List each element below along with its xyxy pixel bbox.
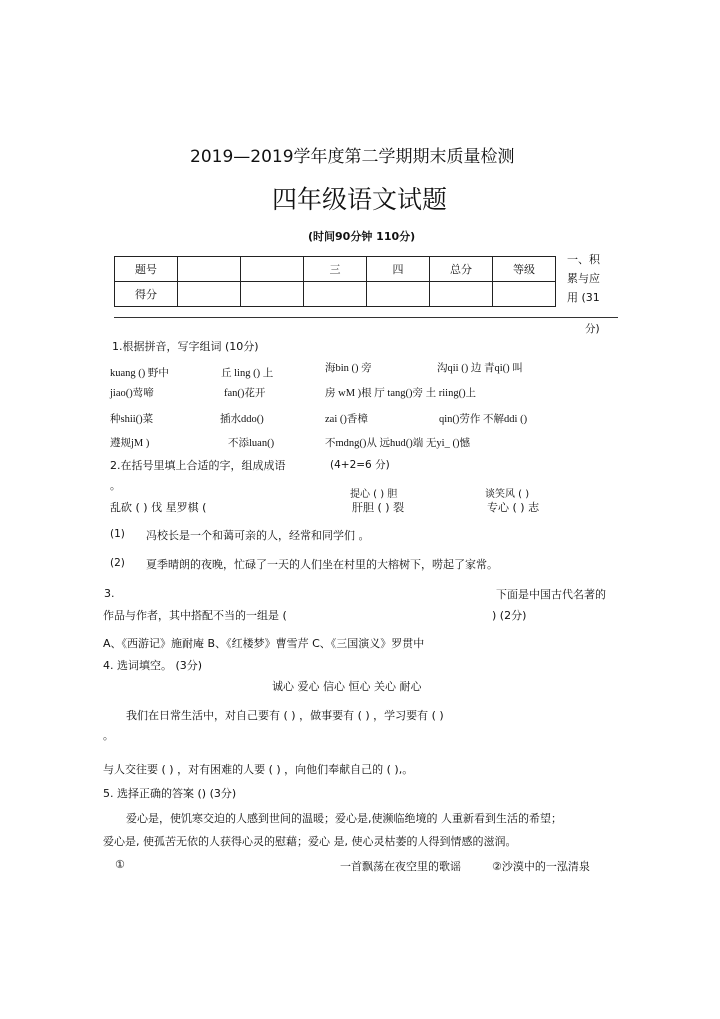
q5-paragraph: 爱心是, 使孤苦无依的人获得心灵的慰藉；爱心 是, 使心灵枯萎的人得到情感的滋润。	[103, 835, 517, 848]
q3-number: 3.	[104, 587, 115, 600]
q3-text: 下面是中国古代名著的	[496, 588, 606, 601]
pinyin-item: 插水ddo()	[220, 414, 264, 425]
q3-options: A、《西游记》施耐庵 B、《红楼梦》曹雪芹 C、《三国演义》罗贯中	[103, 637, 425, 650]
q5-option: ②沙漠中的一泓清泉	[492, 860, 590, 873]
idiom-item: 提心 ( ) 胆	[350, 489, 398, 500]
score-table	[114, 256, 556, 307]
table-cell: 得分	[115, 282, 178, 307]
table-cell: 四	[367, 257, 430, 282]
pinyin-item: jiao()莺啼	[110, 388, 154, 399]
pinyin-item: 不mdng()从 远hud()端 无yi_ ()憾	[325, 438, 470, 449]
time-note: (时间90分钟 110分)	[308, 230, 416, 243]
sentence-text: 冯校长是一个和蔼可亲的人，经常和同学们 。	[146, 529, 370, 542]
section-heading-line: 累与应	[567, 272, 600, 285]
sentence-number: (2)	[110, 557, 125, 569]
pinyin-item: 海bin () 旁	[325, 363, 372, 374]
table-cell: 总分	[430, 257, 493, 282]
q4-word-bank: 诚心 爱心 信心 恒心 关心 耐心	[272, 680, 422, 693]
q5-paragraph: 爱心是，使饥寒交迫的人感到世间的温暖；爱心是,使濒临绝境的 人重新看到生活的希望；	[126, 812, 562, 825]
q4-title: 4. 选词填空。 (3分)	[103, 659, 203, 672]
score-table-row-header	[115, 257, 556, 282]
table-cell	[178, 257, 241, 282]
table-cell[interactable]	[493, 282, 556, 307]
table-cell: 三	[304, 257, 367, 282]
score-table-row-score	[115, 282, 556, 307]
section-heading-line: 一、积	[567, 253, 600, 266]
section-heading-line: 分)	[585, 323, 600, 335]
q5-title: 5. 选择正确的答案 () (3分)	[103, 787, 237, 800]
q1-title: 1.根据拼音，写字组词 (10分)	[112, 340, 259, 353]
q4-line: 我们在日常生活中，对自己要有 ( ) ，做事要有 ( ) ，学习要有 ( )	[126, 709, 444, 722]
q4-dot: 。	[103, 730, 114, 742]
sentence-text: 夏季晴朗的夜晚，忙碌了一天的人们坐在村里的大榕树下，唠起了家常。	[146, 558, 498, 571]
exam-title: 2019—2019学年度第二学期期末质量检测	[190, 147, 515, 167]
q3-text: ) (2分)	[492, 609, 527, 622]
pinyin-item: fan()花开	[224, 388, 266, 399]
table-cell: 等级	[493, 257, 556, 282]
idiom-item: 乱砍 ( ) 伐 星罗棋 (	[110, 501, 207, 514]
pinyin-item: qin()劳作 不解ddi ()	[439, 414, 528, 425]
pinyin-item: 丘 ling () 上	[221, 368, 274, 379]
pinyin-item: 种shii()菜	[110, 414, 154, 425]
table-cell[interactable]	[178, 282, 241, 307]
table-cell[interactable]	[367, 282, 430, 307]
section-heading-line: 用 (31	[567, 291, 600, 304]
q2-points: (4+2=6 分)	[330, 459, 390, 471]
idiom-item: 谈笑风 ( )	[485, 489, 530, 500]
pinyin-item: 遵规jM )	[110, 438, 150, 449]
table-cell[interactable]	[304, 282, 367, 307]
table-cell	[241, 257, 304, 282]
table-cell[interactable]	[430, 282, 493, 307]
idiom-item: 专心 ( ) 志	[487, 501, 540, 514]
q5-option-marker: ①	[115, 858, 125, 871]
q2-dot: 。	[110, 480, 121, 492]
pinyin-item: 不添luan()	[228, 438, 275, 449]
pinyin-item: kuang () 野中	[110, 368, 169, 379]
idiom-item: 肝胆 ( ) 裂	[352, 501, 405, 514]
divider	[114, 317, 618, 318]
table-cell[interactable]	[241, 282, 304, 307]
subject-title: 四年级语文试题	[272, 185, 448, 214]
pinyin-item: 沟qii () 边 青qi() 叫	[437, 363, 523, 374]
q2-title: 2.在括号里填上合适的字，组成成语	[110, 459, 286, 472]
q4-line: 与人交往要 ( ) ，对有困难的人要 ( ) ，向他们奉献自己的 ( ),。	[103, 763, 414, 776]
table-cell: 题号	[115, 257, 178, 282]
pinyin-item: zai ()香樟	[325, 414, 368, 425]
pinyin-item: 房 wM )根 厅 tang()旁 土 riing()上	[325, 388, 477, 399]
q5-option: 一首飘荡在夜空里的歌谣	[340, 860, 461, 873]
q3-text: 作品与作者，其中搭配不当的一组是 (	[103, 609, 287, 622]
sentence-number: (1)	[110, 528, 125, 540]
